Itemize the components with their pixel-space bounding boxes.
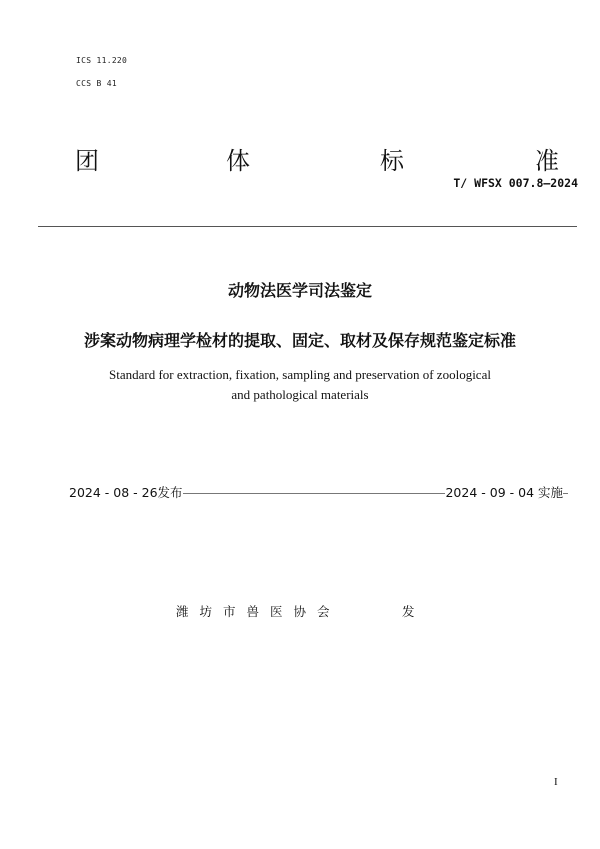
document-title-main: 动物法医学司法鉴定 <box>227 281 372 300</box>
issuer-action: 发 <box>402 604 415 619</box>
document-title-english <box>0 365 600 405</box>
document-title-sub: 涉案动物病理学检材的提取、固定、取材及保存规范鉴定标准 <box>83 331 516 350</box>
ics-code: ICS 11.220 <box>76 56 128 65</box>
english-title-line-2: and pathological materials <box>231 387 369 402</box>
issuer-name: 潍坊市兽医协会 <box>176 604 341 619</box>
standard-type-char-3: 标 <box>380 147 404 175</box>
implementation-date: 2024 - 09 - 04 实施 <box>445 485 563 500</box>
english-title-line-1: Standard for extraction, fixation, sampling and preservation of zoological <box>109 367 491 382</box>
ccs-code: CCS B 41 <box>76 79 117 88</box>
publish-date: 2024 - 08 - 26发布 <box>69 485 183 500</box>
standard-type-char-4: 准 <box>535 147 559 175</box>
standard-type-char-1: 团 <box>75 147 99 175</box>
standard-number: T/ WFSX 007.8—2024 <box>453 176 578 190</box>
page-number: I <box>554 776 558 788</box>
header-divider <box>38 226 577 227</box>
standard-type-char-2: 体 <box>226 147 250 175</box>
